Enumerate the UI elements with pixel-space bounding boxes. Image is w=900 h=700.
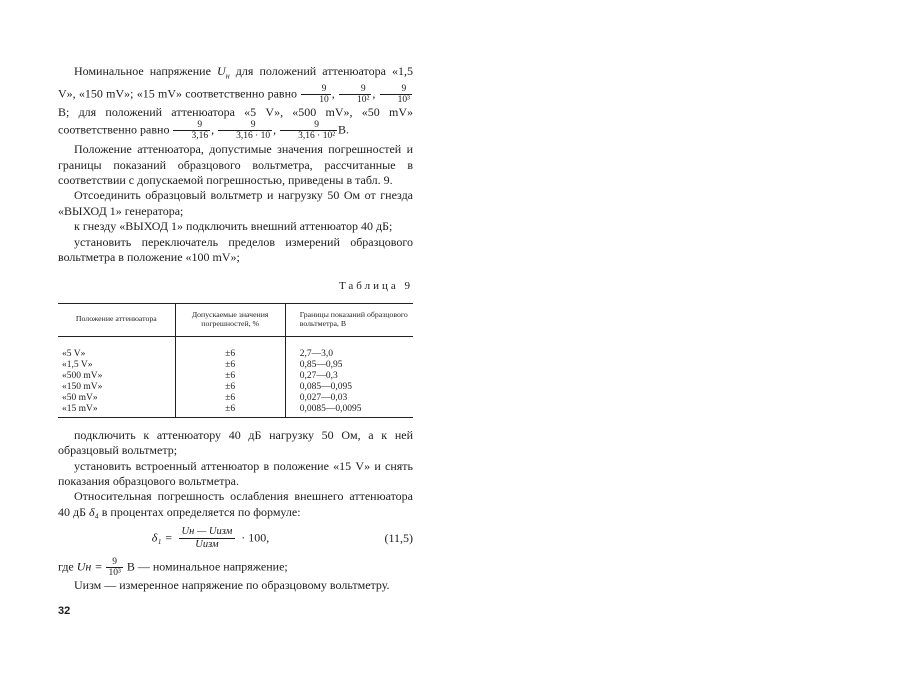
table-cell: ±6 <box>175 382 285 393</box>
fraction: $\frac{9}{\text{3,16 · 10²}}$ <box>280 120 337 141</box>
where-label: где <box>58 559 74 574</box>
text-span: В; для положений аттенюатора «5 V», «500 mV», «50 mV» соответственно равно <box>58 104 413 137</box>
formula-lhs: δ₁ = <box>151 530 173 545</box>
symbol-u: $U_н$ <box>217 64 230 81</box>
paragraph-table-reference: Положение аттенюатора, допустимые значения погрешностей и границы показаний образцового вольтметра, рассчитанные в соответствии с допускаемой погрешностью, приведены в табл. 9. <box>58 142 413 188</box>
table-cell: 0,0085—0,0095 <box>285 404 413 418</box>
table-cell: ±6 <box>175 404 285 418</box>
formula-rhs: · 100, <box>241 530 270 545</box>
formula-fraction: $\frac{\text{Uн — Uизм}}{\text{Uизм}}$ <box>179 526 236 551</box>
paragraph-set-range: установить переключатель пределов измерений образцового вольтметра в положение «100 mV»; <box>58 234 413 265</box>
text-span: в процентах определяется по формуле: <box>101 504 301 519</box>
formula-expression <box>58 526 363 551</box>
table-cell: 0,27—0,3 <box>285 371 413 382</box>
table-cell: ±6 <box>175 336 285 360</box>
text-span: В. <box>338 122 350 137</box>
fraction: $\frac{9}{10}$ <box>301 84 331 105</box>
table-cell: ±6 <box>175 360 285 371</box>
table-cell: «150 mV» <box>62 381 103 392</box>
table-row <box>58 382 413 393</box>
table-row <box>58 360 413 371</box>
paragraph-connect-attenuator: к гнезду «ВЫХОД 1» подключить внешний аттенюатор 40 дБ; <box>74 219 393 234</box>
table-cell: «5 V» <box>62 348 86 359</box>
page-number: 32 <box>58 605 71 617</box>
text-span: В — номинальное напряжение; <box>126 559 288 574</box>
definition-nominal <box>58 557 413 578</box>
column-header: Допускаемые значения погрешностей, % <box>175 303 285 336</box>
fraction: $\frac{9}{\text{10³}}$ <box>108 557 121 579</box>
definition-measured: Uизм — измеренное напряжение по образцовому вольтметру. <box>74 578 390 593</box>
formula-11-5 <box>58 526 413 551</box>
paragraph-nominal-voltage: Номинальное напряжение $U_н$ для положений аттенюатора «1,5 V», «150 mV»; «15 mV» соответственно равно $\frac{9}{10}$ , $\frac{9}{\text{10²}}$ , $\frac{9}{\text{10³}}$ В; для положений аттенюатора «5 V», «500 mV», «50 mV» соответственно равно $\frac{9}{3,16}$ , $\frac{9}{3,16 \cdot 10}$ , $\frac{9}{\text{3,16 · 10²}}$ В. <box>58 64 414 142</box>
table-cell: «15 mV» <box>58 404 175 418</box>
table-cell: «1,5 V» <box>62 359 93 370</box>
table-cell: 0,085—0,095 <box>285 382 413 393</box>
text-span: Относительная погрешность ослабления внешнего аттенюатора 40 дБ <box>58 489 413 519</box>
fraction: $\frac{9}{\text{10²}}$ <box>339 84 371 105</box>
text-span: для положений аттенюатора «1,5 V», «150 mV»; «15 mV» соответственно равно <box>58 64 414 101</box>
variable-definitions <box>58 557 413 593</box>
paragraph-disconnect: Отсоединить образцовый вольтметр и нагрузку 50 Ом от гнезда «ВЫХОД 1» генератора; <box>58 188 413 218</box>
table-9 <box>58 303 413 418</box>
symbol-delta: δ₄ <box>89 504 99 519</box>
equation-number: (11,5) <box>384 531 413 546</box>
document-page <box>58 64 413 594</box>
table-header-row <box>58 303 413 336</box>
table-cell: «500 mV» <box>62 370 103 381</box>
table-cell: 2,7—3,0 <box>285 336 413 360</box>
paragraph-connect-load: подключить к аттенюатору 40 дБ нагрузку 50 Ом, а к ней образцовый вольтметр; <box>58 427 413 458</box>
text-span: Номинальное напряжение <box>74 64 211 78</box>
table-cell: 0,85—0,95 <box>285 360 413 371</box>
column-header: Границы показаний образцового вольтметра, В <box>285 303 413 336</box>
fraction: $\frac{9}{\text{10³}}$ <box>380 84 412 105</box>
table-row <box>58 404 413 418</box>
paragraph-set-builtin: установить встроенный аттенюатор в положение «15 V» и снять показания образцового вольтметра. <box>58 458 413 489</box>
column-header: Положение аттенюатора <box>58 303 175 336</box>
paragraph-error-definition <box>58 489 413 520</box>
table-row <box>58 336 413 360</box>
table-cell: ±6 <box>175 371 285 382</box>
symbol-un: Uн = <box>76 559 103 574</box>
table-row <box>58 393 413 404</box>
table-row <box>58 371 413 382</box>
fraction: $\frac{9}{3,16 \cdot 10}$ <box>218 120 272 141</box>
table-caption: Таблица 9 <box>338 280 413 293</box>
table-cell: 0,027—0,03 <box>285 393 413 404</box>
table-cell: «50 mV» <box>62 392 98 403</box>
table-cell: ±6 <box>175 393 285 404</box>
fraction: $\frac{9}{3,16}$ <box>173 120 210 141</box>
